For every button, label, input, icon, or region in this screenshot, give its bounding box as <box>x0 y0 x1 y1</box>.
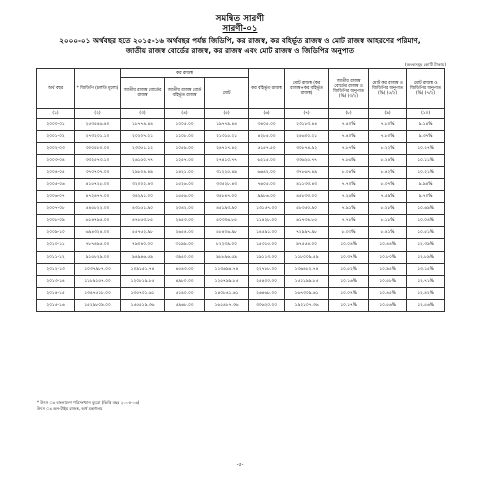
table-cell: ২২৭৮৮.০০ <box>249 263 285 275</box>
table-cell: ১১৮০০৯.৫৯ <box>285 251 329 263</box>
table-cell: ১০.২৭% <box>407 142 445 154</box>
table-row <box>37 203 445 215</box>
table-cell: ৯৯৮৬.০০ <box>249 191 285 203</box>
table-cell: ৪৩১৫১.৯০ <box>121 203 165 215</box>
document-title: সমন্বিত সারণী <box>215 14 265 24</box>
table-row <box>37 154 445 166</box>
table-cell: ১০.৫৬% <box>369 299 407 311</box>
table-cell: ৯৭৫৫৪.০০ <box>285 239 329 251</box>
table-cell: ৩৩৬২৫.৭৭ <box>285 154 329 166</box>
table-cell: ৬১৪৭৯৫.০০ <box>75 215 121 227</box>
table-cell: ৫৯৬৮.০০ <box>165 299 205 311</box>
table-cell: ১০.১৭% <box>329 299 369 311</box>
table-cell: ৫১৫৭.৫০ <box>249 142 285 154</box>
column-number-cell: (১) <box>37 109 75 119</box>
table-cell: ৮.২৪% <box>369 154 407 166</box>
table-cell: ১০৯১৫১.৭৪ <box>121 263 165 275</box>
table-cell: ১৯৭৭৯.৪৪ <box>205 118 249 130</box>
table-cell: ১০.৪৫% <box>369 287 407 299</box>
table-cell: ৭.৫৯% <box>369 191 407 203</box>
table-cell: ৫১৪০.০০ <box>165 287 205 299</box>
table-cell: ১১৮৯১৫৭.০০ <box>75 275 121 287</box>
table-cell: ৩৪০৫.০০ <box>249 118 285 130</box>
table-cell: ১৫৫৫১৯.৩৬ <box>121 299 165 311</box>
table-heading-line-2: জাতীয় রাজস্ব বোর্ডের রাজস্ব, কর রাজস্ব এবং মোট রাজস্ব ও জিডিপির অনুপাত <box>125 46 355 55</box>
table-cell: ২৬৪৬৮.০০ <box>249 287 285 299</box>
table-cell: ৭৯০৪০.০০ <box>121 239 165 251</box>
table-cell: ১১০৮.০০ <box>165 130 205 142</box>
header-fiscal-year: অর্থ বছর <box>37 69 75 109</box>
table-cell: ৮.১৮% <box>369 215 407 227</box>
table-row <box>37 263 445 275</box>
table-row <box>37 239 445 251</box>
table-cell: ১৪২১.০০ <box>165 166 205 178</box>
table-cell: ২৩৩৫১.১২ <box>121 142 165 154</box>
column-number-cell: (৬) <box>249 109 285 119</box>
column-number-cell: (৫) <box>205 109 249 119</box>
table-row <box>37 299 445 311</box>
table-cell: ২০০৩-০৪ <box>37 154 75 166</box>
table-cell: ১২.৮৯% <box>407 251 445 263</box>
table-cell: ১৮৭৭৪.৪৪ <box>121 118 165 130</box>
table-cell: ১৩৫৭০১.৬১ <box>121 287 165 299</box>
table-cell: ২০০৮-০৯ <box>37 215 75 227</box>
table-cell: ৭.৮৬% <box>329 154 369 166</box>
table-cell: ১০.০৪% <box>329 239 369 251</box>
table-cell: ৭.২৬% <box>329 191 369 203</box>
column-number-cell: (৮) <box>329 109 369 119</box>
header-total-revenue: মোট রাজস্ব (কর রাজস্ব+কর বহির্ভূত রাজস্ব) <box>285 69 329 109</box>
table-cell: ২০১৩-১৪ <box>37 275 75 287</box>
table-cell: ৮.০৭% <box>369 178 407 190</box>
table-cell: ৩০৮৭৪.৯২ <box>285 142 329 154</box>
unit-note: (অংকসমূহ কোটি টাকায়) <box>404 62 446 67</box>
table-cell: ৩৩৫২৮.৪৩ <box>205 178 249 190</box>
table-cell: ১০.০৪% <box>407 215 445 227</box>
table-cell: ২০০২-০৩ <box>37 142 75 154</box>
table-cell: ১০.০৭% <box>329 287 369 299</box>
table-cell: ৩৭৮৬৭.৪৯ <box>285 166 329 178</box>
table-cell: ১৩৪৭৫১৮.০০ <box>75 287 121 299</box>
table-cell: ৮.৪২% <box>369 166 407 178</box>
table-cell: ২৭৩২০১.১০ <box>75 130 121 142</box>
table-cell: ৩৯৫০.০০ <box>165 251 205 263</box>
table-cell: ১৩.১৫% <box>407 263 445 275</box>
table-cell: ১০৫৯.০০ <box>165 142 205 154</box>
table-cell: ৩১২২৫.৪৯ <box>205 166 249 178</box>
table-cell: ১০.২১% <box>407 166 445 178</box>
table-cell: ৯১৫৮২৯.০০ <box>75 251 121 263</box>
table-cell: ১৪০৮৪১.৬১ <box>205 287 249 299</box>
table-cell: ৫৮৩৫০.৯০ <box>285 203 329 215</box>
table-cell: ১০.৪৪% <box>369 239 407 251</box>
table-cell: ২৪৭১৭.৪২ <box>205 142 249 154</box>
table-cell: ৬৯৪৩২৪.০০ <box>75 227 121 239</box>
table-body <box>37 109 445 312</box>
table-cell: ১৫৩১৫.০০ <box>249 239 285 251</box>
table-cell: ৪৫১৯৩.৯০ <box>205 203 249 215</box>
table-cell: ১০.৫৮% <box>369 275 407 287</box>
table-row <box>37 287 445 299</box>
header-tax-revenue-group: কর রাজস্ব <box>121 69 249 78</box>
table-cell: ৩৪২৯১.০০ <box>121 191 165 203</box>
header-nbr-gdp-ratio: জাতীয় রাজস্ব বোর্ডের রাজস্ব ও জিডিপির অনুপাত (%) (৩/২) <box>329 69 369 109</box>
table-cell: ১৬১৪৮৭.৩৬ <box>205 299 249 311</box>
table-cell: ২০১২-১৩ <box>37 263 75 275</box>
table-cell: ২০০০-০১ <box>37 118 75 130</box>
table-row <box>37 227 445 239</box>
table-cell: ৫৪৫৮২২.০০ <box>75 203 121 215</box>
table-cell: ৩৫৮৪৭.০০ <box>205 191 249 203</box>
column-number-cell: (১০) <box>407 109 445 119</box>
revenue-table <box>36 68 445 312</box>
column-number-cell: (৭) <box>285 109 329 119</box>
table-cell: ১৫২৯৮০৯.০০ <box>75 299 121 311</box>
table-cell: ৭.৯১% <box>329 203 369 215</box>
table-cell: ১৫২৬.০০ <box>165 178 205 190</box>
column-number-cell: (৪) <box>165 109 205 119</box>
table-cell: ৭.৮৭% <box>329 142 369 154</box>
table-cell: ৬১৭৩৪.৮৫ <box>285 215 329 227</box>
table-cell: ৮.০৩% <box>329 227 369 239</box>
table-cell: ৭২৯৯৭.৯৮ <box>285 227 329 239</box>
header-revenue-gdp-ratio: মোট রাজস্ব ও জিডিপির অনুপাত (%) (৭/২) <box>407 69 445 109</box>
table-cell: ২৯৮০৪.৪৯ <box>121 166 165 178</box>
table-cell: ৯.৭০% <box>407 191 445 203</box>
table-cell: ২০২০৭.২১ <box>121 130 165 142</box>
table-cell: ৩০০৫৮০.০০ <box>75 142 121 154</box>
table-cell: ২০৪২.০০ <box>165 203 205 215</box>
table-cell: ৫৫৭৫২.৯৮ <box>121 227 165 239</box>
header-tax-gdp-ratio: মোট কর রাজস্ব ও জিডিপির অনুপাত (%) (৫/২) <box>369 69 407 109</box>
table-cell: ২০০৪-০৫ <box>37 166 75 178</box>
footnote-source-bbs: * উৎস ঃ বাংলাদেশ পরিসংখ্যান ব্যুরো (ভিত্তি বছর ২০০৫-০৬) <box>37 400 140 405</box>
table-cell: ১২০৮১৯.৮৫ <box>121 275 165 287</box>
table-number: সারণী-০১ <box>222 24 258 34</box>
table-cell: ১০৩৭৯৮৭.০০ <box>75 263 121 275</box>
table-cell: ৯.১৪% <box>407 118 445 130</box>
table-cell: ২৫৪০০.০০ <box>249 275 285 287</box>
footnote-source-finance: উৎস ঃ অন-টাইম রাজস্ব, অর্থ মন্ত্রণালয় <box>37 406 103 411</box>
table-cell: ৬৬৪২.০০ <box>249 166 285 178</box>
table-cell: ৮.৪১% <box>369 227 407 239</box>
table-cell: ৪৭২৪৭৭.০০ <box>75 191 121 203</box>
table-cell: ৩০৬২০.০০ <box>249 299 285 311</box>
page-number: -৫- <box>236 462 244 468</box>
table-cell: ২০১৫-১৬ <box>37 299 75 311</box>
table-row <box>37 142 445 154</box>
table-cell: ১২.৫৬% <box>407 299 445 311</box>
table-cell: ১০০৫.০০ <box>165 118 205 130</box>
table-cell: ১৯২১০৭.৩৬ <box>285 299 329 311</box>
table-cell: ১২৫৭৯৯.৮৫ <box>205 275 249 287</box>
table-cell: ২১৩১৫.২১ <box>205 130 249 142</box>
table-cell: ৩৭০৭০৭.০০ <box>75 166 121 178</box>
table-cell: ৭.৪০% <box>329 130 369 142</box>
table-cell: ৩৩২৫৭৩.১০ <box>75 154 121 166</box>
table-cell: ৬২১৫.০০ <box>249 154 285 166</box>
table-cell: ১৬৭৩০৯.৬১ <box>285 287 329 299</box>
table-cell: ৫৮৪০৬.৯৮ <box>205 227 249 239</box>
table-cell: ২০০৫-০৬ <box>37 178 75 190</box>
table-cell: ৪৫৪৩.০০ <box>165 263 205 275</box>
table-cell: ৪২৮৫.০০ <box>249 130 285 142</box>
table-cell: ১১৪২৮.০০ <box>249 215 285 227</box>
table-row <box>37 118 445 130</box>
table-cell: ১০.৮০% <box>369 251 407 263</box>
table-cell: ২৬৫৪.০০ <box>165 227 205 239</box>
table-cell: ৫০৩০৬.৮৫ <box>205 215 249 227</box>
table-cell: ৯.৯৪% <box>407 178 445 190</box>
table-cell: ২৪৫৩.০০ <box>165 215 205 227</box>
table-cell: ১০.৩৭% <box>329 251 369 263</box>
column-number-cell: (৩) <box>121 109 165 119</box>
table-row <box>37 215 445 227</box>
header-gdp: * জিডিপি (চলতি মূল্যে) <box>75 69 121 109</box>
table-cell: ২০০১-০২ <box>37 130 75 142</box>
table-cell: ৭৮৭৪৯৫.০০ <box>75 239 121 251</box>
table-cell: ৭.৭৮% <box>329 215 369 227</box>
table-cell: ৭.৪০% <box>329 118 369 130</box>
table-cell: ৭.৮০% <box>369 118 407 130</box>
table-cell: ১১৩৬৯৪.৭৪ <box>205 263 249 275</box>
table-cell: ২৭৪১০.৭৭ <box>205 154 249 166</box>
table-cell: ১০.৬৯% <box>407 203 445 215</box>
table-cell: ৯.৩৭% <box>407 130 445 142</box>
table-cell: ২০১০-১১ <box>37 239 75 251</box>
group-header-row <box>37 69 445 78</box>
table-row <box>37 191 445 203</box>
header-non-tax-revenue: কর বহির্ভূত রাজস্ব <box>249 69 285 109</box>
table-cell: ১০.৫১% <box>407 227 445 239</box>
table-cell: ৪৫৮৩৩.০০ <box>285 191 329 203</box>
table-cell: ৭.৭০% <box>329 178 369 190</box>
table-cell: ১৩১৫৭.০০ <box>249 203 285 215</box>
table-cell: ২০০৬-০৭ <box>37 191 75 203</box>
table-cell: ১২.৩৯% <box>407 239 445 251</box>
table-cell: ১০.১১% <box>407 154 445 166</box>
header-total-tax: মোট <box>205 78 249 109</box>
table-cell: ৪৭৮৫৩.৮৫ <box>121 215 165 227</box>
table-row <box>37 166 445 178</box>
column-number-cell: (৯) <box>369 109 407 119</box>
table-cell: ৭৬০৫.০০ <box>249 178 285 190</box>
table-cell: ৪১৫৭২৮.০০ <box>75 178 121 190</box>
header-non-nbr-revenue: জাতীয় রাজস্ব বোর্ড বহির্ভূত রাজস্ব <box>165 78 205 109</box>
table-heading <box>40 36 440 56</box>
table-cell: ১৩৬৪৮২.৭৪ <box>285 263 329 275</box>
table-cell: ১২৫৭.০০ <box>165 154 205 166</box>
table-cell: ২৫৩৫৪৬.৪০ <box>75 118 121 130</box>
header-nbr-revenue: জাতীয় রাজস্ব বোর্ডের রাজস্ব <box>121 78 165 109</box>
table-cell: ৭.৮০% <box>369 130 407 142</box>
table-row <box>37 178 445 190</box>
table-cell: ৯৪৯৪৬.৫৯ <box>121 251 165 263</box>
table-cell: ২০১১-১২ <box>37 251 75 263</box>
table-cell: ১৪৫৯১.০০ <box>249 227 285 239</box>
table-cell: ২০০৯-১০ <box>37 227 75 239</box>
table-cell: ৮.২৮% <box>369 203 407 215</box>
table-row <box>37 251 445 263</box>
table-cell: ১৯১১৩.০০ <box>249 251 285 263</box>
table-cell: ১২.৪২% <box>407 287 445 299</box>
table-cell: ২৫৬০০.২১ <box>285 130 329 142</box>
table-cell: ২৬১৫০.৭৭ <box>121 154 165 166</box>
column-number-cell: (২) <box>75 109 121 119</box>
table-cell: ৮২২৩৯.০০ <box>205 239 249 251</box>
table-cell: ২০০৭-০৮ <box>37 203 75 215</box>
table-cell: ১০.১৬% <box>329 275 369 287</box>
table-cell: ১৫৫৬.০০ <box>165 191 205 203</box>
table-cell: ৩২০০২.৪৩ <box>121 178 165 190</box>
table-cell: ৪৯৮০.০০ <box>165 275 205 287</box>
table-row <box>37 130 445 142</box>
table-cell: ১০.৫২% <box>329 263 369 275</box>
table-cell: ৯৮৮৯৬.৫৯ <box>205 251 249 263</box>
table-cell: ৮.২২% <box>369 142 407 154</box>
table-cell: ১২.৭১% <box>407 275 445 287</box>
column-number-row <box>37 109 445 119</box>
table-row <box>37 275 445 287</box>
table-cell: ৮.০৪% <box>329 166 369 178</box>
table-cell: ২৩১৮৩.৪৪ <box>285 118 329 130</box>
table-cell: ২০১৪-১৫ <box>37 287 75 299</box>
table-cell: ৩১৯৯.০০ <box>165 239 205 251</box>
table-cell: ১০.৯৫% <box>369 263 407 275</box>
table-cell: ৪১১৩৩.৪৩ <box>285 178 329 190</box>
table-cell: ১৫১১৯৯.৮৫ <box>285 275 329 287</box>
table-heading-line-1: ২০০০-০১ অর্থবছর হতে ২০১৫-১৬ অর্থবছর পর্যন্ত জিডিপি, কর রাজস্ব, কর বহির্ভূত রাজস্ব ও মোট রাজস্ব আহরণের পরিমাণ, <box>59 36 421 45</box>
